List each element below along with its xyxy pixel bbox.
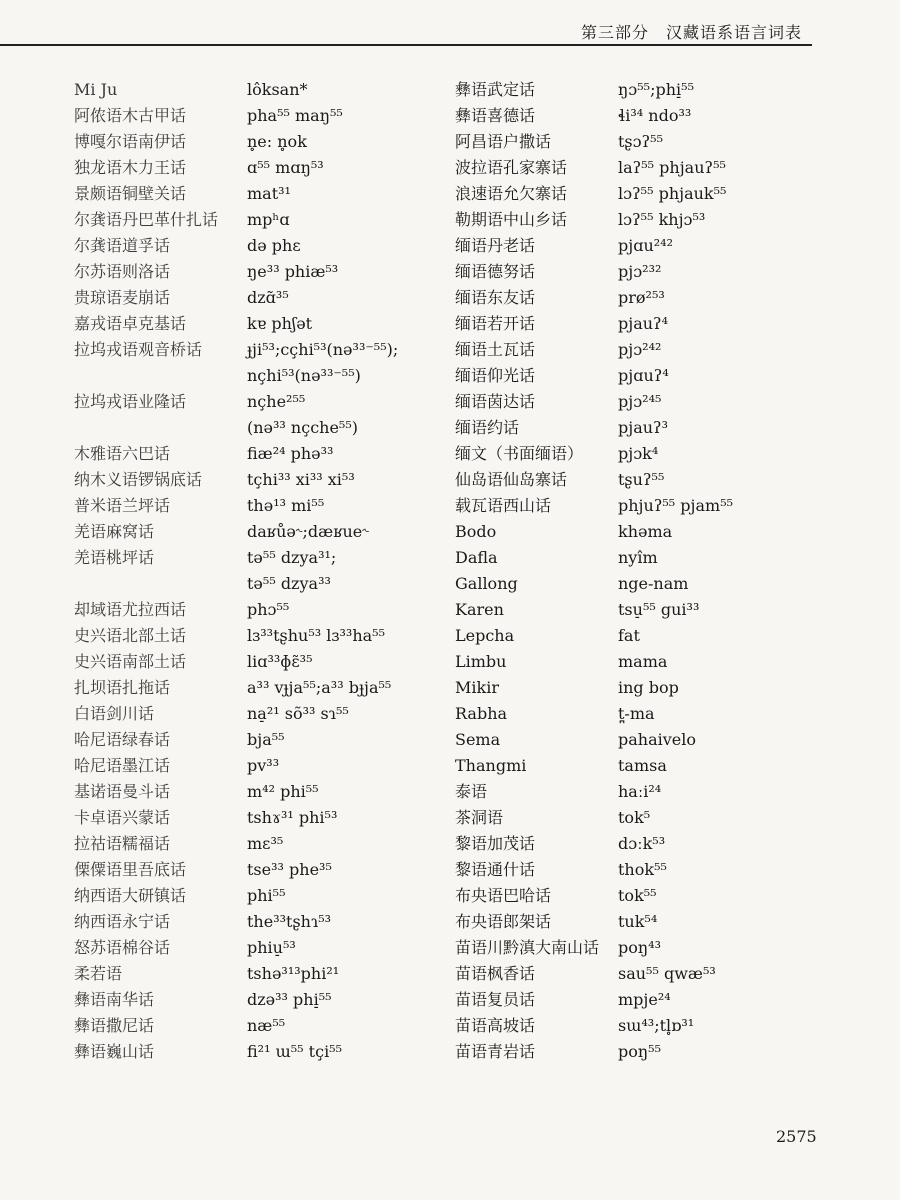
table-row <box>0 961 900 987</box>
dialect-name-right: 浪速语允欠寨话 <box>455 184 568 203</box>
word-form-right: tsu̠⁵⁵ gui³³ <box>618 600 700 619</box>
dialect-name-left: 却域语尤拉西话 <box>74 600 187 619</box>
table-row <box>0 493 900 519</box>
word-form-right: pjɔ²³² <box>618 262 662 281</box>
dialect-name-left: 嘉戎语卓克基话 <box>74 314 187 333</box>
table-row <box>0 337 900 363</box>
word-form-right: ing bop <box>618 678 679 697</box>
table-row <box>0 233 900 259</box>
dialect-name-left: 史兴语南部土话 <box>74 652 187 671</box>
word-form-right: nyîm <box>618 548 658 567</box>
dialect-name-right: 缅语若开话 <box>455 314 536 333</box>
dialect-name-right: 苗语青岩话 <box>455 1042 536 1061</box>
word-form-left: nçhi⁵³(nə³³⁻⁵⁵) <box>247 366 361 385</box>
word-form-right: ŋɔ⁵⁵;phi̠⁵⁵ <box>618 80 694 99</box>
table-row <box>0 727 900 753</box>
word-form-right: ɬi³⁴ ndo³³ <box>618 106 692 125</box>
word-form-right: sau⁵⁵ qwæ⁵³ <box>618 964 716 983</box>
word-form-left: bja⁵⁵ <box>247 730 285 749</box>
word-form-left: mɛ³⁵ <box>247 834 284 853</box>
table-row <box>0 1039 900 1065</box>
dialect-name-right: Bodo <box>455 522 497 541</box>
word-form-right: lɔʔ⁵⁵ phjauk⁵⁵ <box>618 184 727 203</box>
dialect-name-left: 拉坞戎语观音桥话 <box>74 340 203 359</box>
dialect-name-left: 尔龚语丹巴革什扎话 <box>74 210 219 229</box>
dialect-name-right: 彝语武定话 <box>455 80 536 99</box>
table-row <box>0 831 900 857</box>
word-form-left: dzɑ̃³⁵ <box>247 288 289 307</box>
dialect-name-left: 普米语兰坪话 <box>74 496 171 515</box>
dialect-name-left: 纳西语大研镇话 <box>74 886 187 905</box>
table-row <box>0 129 900 155</box>
dialect-name-left: 卡卓语兴蒙话 <box>74 808 171 827</box>
dialect-name-right: 苗语枫香话 <box>455 964 536 983</box>
word-form-right: tʂuʔ⁵⁵ <box>618 470 665 489</box>
word-form-left: lôksan* <box>247 80 308 99</box>
dialect-name-left: 贵琼语麦崩话 <box>74 288 171 307</box>
dialect-name-right: 仙岛语仙岛寨话 <box>455 470 568 489</box>
word-form-left: n̥e: n̥ok <box>247 132 307 151</box>
word-form-left: pha⁵⁵ maŋ⁵⁵ <box>247 106 343 125</box>
dialect-name-left: 彝语撒尼话 <box>74 1016 155 1035</box>
word-form-right: nge-nam <box>618 574 689 593</box>
dialect-name-right: 阿昌语户撒话 <box>455 132 552 151</box>
dialect-name-left: 羌语麻窝话 <box>74 522 155 541</box>
word-form-right: haːi²⁴ <box>618 782 662 801</box>
word-form-left: phɔ⁵⁵ <box>247 600 290 619</box>
table-row <box>0 389 900 415</box>
dialect-name-left: 羌语桃坪话 <box>74 548 155 567</box>
table-row <box>0 675 900 701</box>
dialect-name-left: 基诺语曼斗话 <box>74 782 171 801</box>
word-form-right: pjauʔ³ <box>618 418 669 437</box>
dialect-name-left: 怒苏语棉谷话 <box>74 938 171 957</box>
dialect-name-left: 傈僳语里吾底话 <box>74 860 187 879</box>
dialect-name-right: Thangmi <box>455 756 527 775</box>
word-form-left: (nə³³ nçche⁵⁵) <box>247 418 358 437</box>
header-title: 第三部分 汉藏语系语言词表 <box>580 23 802 42</box>
word-form-right: tuk⁵⁴ <box>618 912 658 931</box>
word-form-left: tshɤ³¹ phi⁵³ <box>247 808 338 827</box>
word-form-right: tʂɔʔ⁵⁵ <box>618 132 664 151</box>
dialect-name-right: 苗语高坡话 <box>455 1016 536 1035</box>
word-form-left: mpʰɑ <box>247 210 290 229</box>
dialect-name-right: 布央语巴哈话 <box>455 886 552 905</box>
dialect-name-right: 布央语郎架话 <box>455 912 552 931</box>
word-form-left: lɜ³³tʂhu⁵³ lɜ³³ha⁵⁵ <box>247 626 386 645</box>
dialect-name-right: Rabha <box>455 704 508 723</box>
word-form-left: na̠²¹ sõ³³ sɿ⁵⁵ <box>247 704 349 723</box>
word-form-right: pahaivelo <box>618 730 696 749</box>
word-form-left: ɑ⁵⁵ mɑŋ⁵³ <box>247 158 324 177</box>
dialect-name-right: Sema <box>455 730 501 749</box>
dialect-name-right: 缅文（书面缅语） <box>455 444 584 463</box>
dialect-name-right: Karen <box>455 600 504 619</box>
word-form-left: daʁůə˞;dæʁue˞ <box>247 522 369 541</box>
dialect-name-right: Lepcha <box>455 626 515 645</box>
word-form-left: kɐ phʃət <box>247 314 313 333</box>
dialect-name-right: Limbu <box>455 652 507 671</box>
table-row <box>0 311 900 337</box>
table-row <box>0 571 900 597</box>
dialect-name-left: 柔若语 <box>74 964 123 983</box>
word-form-left: tse³³ phe³⁵ <box>247 860 332 879</box>
word-form-right: thok⁵⁵ <box>618 860 667 879</box>
dialect-name-left: 尔龚语道孚话 <box>74 236 171 255</box>
word-form-left: nçhe²⁵⁵ <box>247 392 306 411</box>
table-row <box>0 857 900 883</box>
word-form-left: tshə³¹³phi²¹ <box>247 964 340 983</box>
word-form-right: pjɔ²⁴⁵ <box>618 392 662 411</box>
dialect-name-left: 纳木义语锣锅底话 <box>74 470 203 489</box>
word-form-left: fi²¹ ɯ⁵⁵ tçi⁵⁵ <box>247 1042 343 1061</box>
word-form-left: tə⁵⁵ dzya³³ <box>247 574 331 593</box>
word-form-left: də phɛ <box>247 236 301 255</box>
dialect-name-left: 彝语巍山话 <box>74 1042 155 1061</box>
table-row <box>0 649 900 675</box>
table-row <box>0 259 900 285</box>
dialect-name-right: 茶洞语 <box>455 808 504 827</box>
dialect-name-right: 缅语土瓦话 <box>455 340 536 359</box>
table-row <box>0 935 900 961</box>
word-form-right: pjɑuʔ⁴ <box>618 366 669 385</box>
dialect-name-left: 彝语南华话 <box>74 990 155 1009</box>
word-form-right: mpje²⁴ <box>618 990 671 1009</box>
word-form-right: sɯ⁴³;tl̥ɒ³¹ <box>618 1016 695 1035</box>
dialect-name-right: Dafla <box>455 548 498 567</box>
dialect-name-right: 勒期语中山乡话 <box>455 210 568 229</box>
dialect-name-left: Mi Ju <box>74 80 118 99</box>
word-form-left: phi⁵⁵ <box>247 886 286 905</box>
dialect-name-left: 哈尼语墨江话 <box>74 756 171 775</box>
word-form-right: poŋ⁵⁵ <box>618 1042 662 1061</box>
word-form-right: khəma <box>618 522 673 541</box>
table-row <box>0 779 900 805</box>
word-form-left: the³³tʂhɿ⁵³ <box>247 912 332 931</box>
dialect-name-right: 缅语丹老话 <box>455 236 536 255</box>
table-row <box>0 285 900 311</box>
word-form-right: pjɔ²⁴² <box>618 340 662 359</box>
dialect-name-left: 木雅语六巴话 <box>74 444 171 463</box>
page-number: 2575 <box>776 1127 817 1146</box>
word-form-left: a³³ vɟja⁵⁵;a³³ bɟja⁵⁵ <box>247 678 392 697</box>
word-form-left: tə⁵⁵ dzya³¹; <box>247 548 337 567</box>
dialect-name-right: 缅语茵达话 <box>455 392 536 411</box>
table-row <box>0 155 900 181</box>
dialect-name-left: 拉坞戎语业隆话 <box>74 392 187 411</box>
word-form-left: m⁴² phi⁵⁵ <box>247 782 319 801</box>
dialect-name-right: 缅语德努话 <box>455 262 536 281</box>
word-form-left: mat³¹ <box>247 184 291 203</box>
word-form-right: tok⁵⁵ <box>618 886 657 905</box>
word-form-left: thə¹³ mi⁵⁵ <box>247 496 325 515</box>
table-row <box>0 77 900 103</box>
dialect-name-right: 缅语约话 <box>455 418 520 437</box>
table-row <box>0 545 900 571</box>
table-row <box>0 597 900 623</box>
word-form-right: pjɔk⁴ <box>618 444 659 463</box>
table-row <box>0 103 900 129</box>
dialect-name-right: 载瓦语西山话 <box>455 496 552 515</box>
word-form-left: ŋe³³ phiæ⁵³ <box>247 262 339 281</box>
table-row <box>0 701 900 727</box>
word-form-left: dzə³³ phi̠⁵⁵ <box>247 990 332 1009</box>
dialect-name-right: 缅语仰光话 <box>455 366 536 385</box>
word-form-right: dɔːk⁵³ <box>618 834 666 853</box>
table-row <box>0 207 900 233</box>
dialect-name-left: 独龙语木力王话 <box>74 158 187 177</box>
word-form-right: laʔ⁵⁵ phjauʔ⁵⁵ <box>618 158 726 177</box>
word-form-left: næ⁵⁵ <box>247 1016 286 1035</box>
dialect-name-right: 缅语东友话 <box>455 288 536 307</box>
word-form-right: tamsa <box>618 756 667 775</box>
table-row <box>0 467 900 493</box>
word-form-right: tok⁵ <box>618 808 651 827</box>
table-row <box>0 1013 900 1039</box>
dialect-name-left: 尔苏语则洛话 <box>74 262 171 281</box>
dialect-name-right: 波拉语孔家寨话 <box>455 158 568 177</box>
table-row <box>0 909 900 935</box>
dialect-name-left: 纳西语永宁话 <box>74 912 171 931</box>
word-form-right: pjauʔ⁴ <box>618 314 669 333</box>
word-form-right: prø²⁵³ <box>618 288 665 307</box>
dialect-name-right: 彝语喜德话 <box>455 106 536 125</box>
table-row <box>0 805 900 831</box>
table-row <box>0 883 900 909</box>
dialect-name-left: 史兴语北部土话 <box>74 626 187 645</box>
word-form-right: fat <box>618 626 640 645</box>
dialect-name-left: 博嘎尔语南伊话 <box>74 132 187 151</box>
dialect-name-right: Mikir <box>455 678 499 697</box>
word-form-right: phjuʔ⁵⁵ pjam⁵⁵ <box>618 496 734 515</box>
table-row <box>0 623 900 649</box>
word-form-left: phiu̠⁵³ <box>247 938 296 957</box>
table-row <box>0 363 900 389</box>
word-form-left: fiæ²⁴ phə³³ <box>247 444 334 463</box>
dialect-name-left: 扎坝语扎拖话 <box>74 678 171 697</box>
word-form-right: pjɑu²⁴² <box>618 236 673 255</box>
dialect-name-left: 景颇语铜壁关话 <box>74 184 187 203</box>
dialect-name-right: 苗语复员话 <box>455 990 536 1009</box>
table-row <box>0 519 900 545</box>
dialect-name-left: 白语剑川话 <box>74 704 155 723</box>
dialect-name-left: 拉祜语糯福话 <box>74 834 171 853</box>
table-row <box>0 415 900 441</box>
word-form-left: liɑ³³ɸɛ̃³⁵ <box>247 652 313 671</box>
table-row <box>0 181 900 207</box>
dialect-name-left: 哈尼语绿春话 <box>74 730 171 749</box>
dialect-name-right: 黎语通什话 <box>455 860 536 879</box>
word-form-right: poŋ⁴³ <box>618 938 662 957</box>
dialect-name-left: 阿侬语木古甲话 <box>74 106 187 125</box>
dialect-name-right: Gallong <box>455 574 518 593</box>
table-row <box>0 441 900 467</box>
word-form-right: mama <box>618 652 668 671</box>
word-form-left: tçhi³³ xi³³ xi⁵³ <box>247 470 355 489</box>
table-row <box>0 987 900 1013</box>
word-form-left: ɟji⁵³;cçhi⁵³(nə³³⁻⁵⁵); <box>247 340 399 359</box>
dialect-name-right: 苗语川黔滇大南山话 <box>455 938 600 957</box>
word-form-right: lɔʔ⁵⁵ khjɔ⁵³ <box>618 210 706 229</box>
word-form-left: pv³³ <box>247 756 280 775</box>
dialect-name-right: 黎语加茂话 <box>455 834 536 853</box>
dialect-name-right: 泰语 <box>455 782 488 801</box>
table-row <box>0 753 900 779</box>
word-form-right: t̪-ma <box>618 704 655 723</box>
